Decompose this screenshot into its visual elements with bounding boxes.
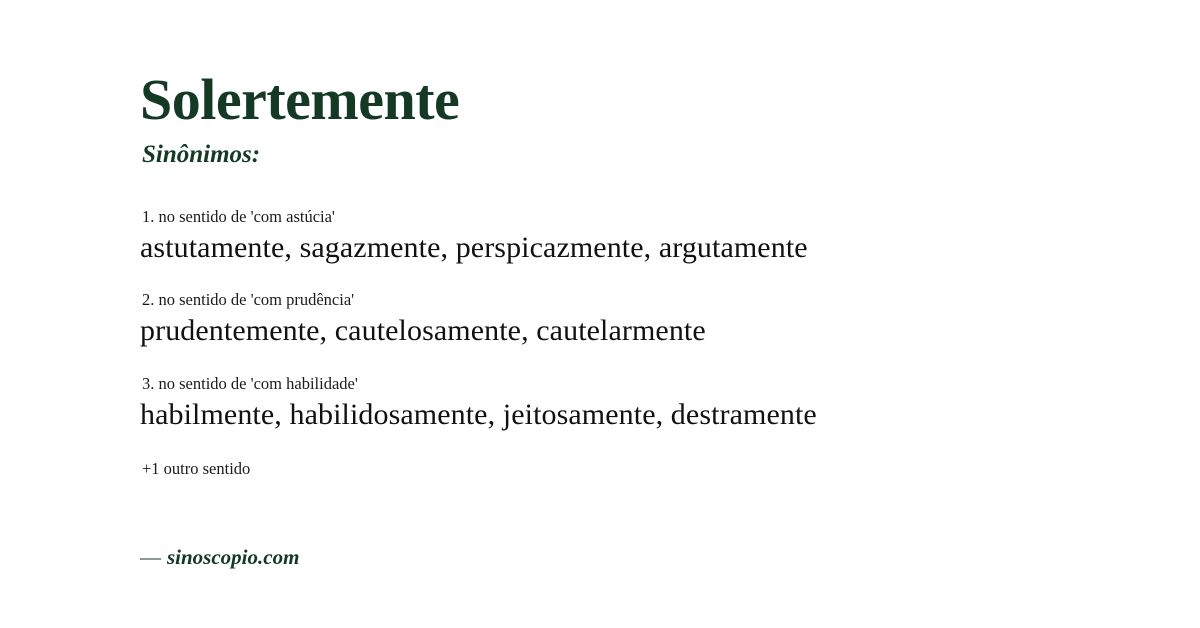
source-attribution [140,545,299,570]
sense-label: 2. no sentido de 'com prudência' [142,290,355,310]
sense-label: 3. no sentido de 'com habilidade' [142,373,358,393]
sense-synonyms: astutamente, sagazmente, perspicazmente, argutamente [140,230,808,264]
sense-label: 1. no sentido de 'com astúcia' [142,206,335,226]
source-name: sinoscopio.com [167,545,300,569]
em-dash: — [140,545,161,569]
senses-list [140,207,1130,434]
sense-item [140,207,1130,267]
page-title: Solertemente [140,67,460,132]
synonyms-heading: Sinônimos: [142,140,261,168]
sense-synonyms: prudentemente, cautelosamente, cautelarmente [140,314,706,348]
sense-item [140,290,1130,350]
sense-synonyms: habilmente, habilidosamente, jeitosamente, destramente [140,397,817,431]
sense-item [140,374,1130,434]
more-senses-note: +1 outro sentido [142,459,251,479]
